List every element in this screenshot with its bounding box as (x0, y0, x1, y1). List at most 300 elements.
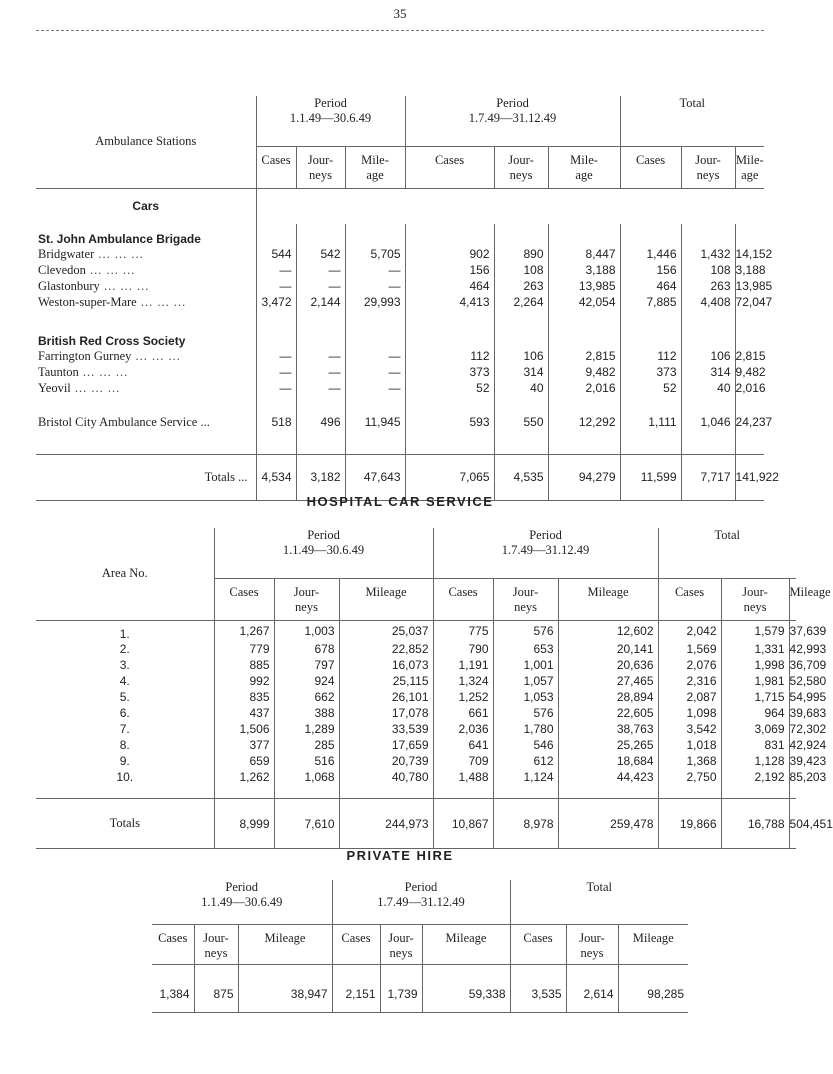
spacer-cell (214, 785, 274, 799)
priv-mileage-header (422, 924, 510, 964)
spacer-cell (345, 326, 405, 348)
hosp-value-cell: 1,981 (721, 673, 789, 689)
hosp-value-cell: 20,636 (558, 657, 658, 673)
hosp-value-cell: 52,580 (789, 673, 827, 688)
priv-period1-range: 1.1.49—30.6.49 (201, 895, 283, 909)
spacer-cell (558, 785, 658, 799)
amb-value-cell: 1,111 (620, 412, 681, 432)
hosp-value-cell: 437 (214, 705, 274, 721)
amb-value-cell: 11,945 (345, 412, 405, 432)
hosp-value-cell: 924 (274, 673, 339, 689)
priv-period2-label: Period (404, 880, 438, 894)
hospital-table (36, 528, 833, 849)
hosp-value-cell: 1,324 (433, 673, 493, 689)
hosp-value-cell: 1,331 (721, 641, 789, 657)
spacer-cell (681, 224, 735, 246)
priv-period2-header (332, 880, 510, 924)
amb-value-cell: 108 (494, 262, 548, 278)
hosp-value-cell: 42,924 (789, 737, 827, 752)
amb-value-cell: 464 (405, 278, 494, 294)
spacer-cell (681, 396, 735, 412)
amb-journeys-label-b: neys (509, 167, 533, 182)
amb-value-cell: 2,144 (296, 294, 345, 310)
priv-journeys-label-b: neys (389, 945, 413, 960)
leader-dots: ... ... ... (70, 380, 121, 395)
spacer-cell (332, 964, 380, 976)
hosp-value-cell: 678 (274, 641, 339, 657)
gap-row (36, 785, 796, 799)
hosp-value-cell: 44,423 (558, 769, 658, 785)
amb-journeys-label-b: neys (309, 167, 332, 182)
amb-journeys-header (681, 146, 735, 188)
priv-journeys-header (194, 924, 238, 964)
spacer-cell (681, 432, 735, 454)
hosp-value-cell: 25,115 (339, 673, 433, 689)
priv-period1-header (152, 880, 332, 924)
amb-value-cell: — (296, 364, 345, 380)
gap-cell (36, 432, 256, 454)
hosp-value-cell: 25,037 (339, 620, 433, 641)
amb-total-cell: 94,279 (548, 454, 620, 500)
total-label: Total (679, 96, 706, 110)
priv-mileage-header (238, 924, 332, 964)
amb-value-cell: — (296, 262, 345, 278)
group-name: British Red Cross Society (36, 326, 256, 348)
hosp-value-cell: 1,715 (721, 689, 789, 705)
priv-value-cell: 2,151 (332, 976, 380, 1012)
amb-value-cell: — (345, 380, 405, 396)
priv-cases-header: Cases (152, 924, 194, 964)
station-name: Weston-super-Mare (38, 294, 137, 309)
hosp-value-cell: 779 (214, 641, 274, 657)
hosp-value-cell: 3,542 (658, 721, 721, 737)
hosp-value-cell: 546 (493, 737, 558, 753)
leader-dots: ... ... ... (131, 348, 181, 363)
hosp-journeys-label-b: neys (743, 599, 767, 614)
amb-value-cell: — (256, 380, 296, 396)
spacer-cell (548, 396, 620, 412)
amb-value-cell: — (256, 348, 296, 364)
hosp-value-cell: 2,316 (658, 673, 721, 689)
amb-value-cell: 518 (256, 412, 296, 432)
amb-value-cell: 24,237 (735, 415, 773, 429)
priv-total-header (510, 880, 688, 924)
hosp-value-cell: 25,265 (558, 737, 658, 753)
hosp-value-cell: 20,739 (339, 753, 433, 769)
hosp-mileage-label: Mileage (587, 584, 629, 599)
hospital-title: HOSPITAL CAR SERVICE (306, 494, 494, 509)
amb-value-cell: 373 (620, 364, 681, 380)
hosp-value-cell: 37,639 (789, 623, 827, 638)
period1-header (256, 96, 405, 146)
priv-period1-label: Period (225, 880, 259, 894)
amb-value-cell: 314 (494, 364, 548, 380)
amb-total-cell: 11,599 (620, 454, 681, 500)
amb-value-cell: 40 (494, 380, 548, 396)
amb-cases-header: Cases (405, 146, 494, 188)
priv-value-cell: 38,947 (238, 976, 332, 1012)
amb-value-cell: 2,016 (735, 381, 766, 395)
spacer-cell (405, 310, 494, 326)
spacer-cell (405, 432, 494, 454)
hosp-cases-header: Cases (214, 578, 274, 620)
gap-row (36, 432, 764, 454)
total-header (620, 96, 764, 146)
hosp-value-cell: 1,506 (214, 721, 274, 737)
spacer-cell (152, 964, 194, 976)
station-name: Yeovil (38, 380, 71, 395)
spacer-cell (620, 326, 681, 348)
spacer-cell (296, 310, 345, 326)
station-name: Glastonbury (38, 278, 100, 293)
amb-mileage-header (345, 146, 405, 188)
spacer-cell (494, 432, 548, 454)
leader-dots: ... ... ... (85, 262, 136, 277)
group-gap-row (36, 310, 764, 326)
amb-mileage-label-a: Mile- (570, 152, 598, 167)
priv-journeys-label-b: neys (580, 945, 604, 960)
amb-value-cell: 464 (620, 278, 681, 294)
amb-value-cell: 40 (681, 380, 735, 396)
private-title: PRIVATE HIRE (346, 848, 454, 863)
priv-gap-row (152, 964, 688, 976)
area-label: 2. (36, 641, 214, 657)
hosp-total-cell: 16,788 (721, 799, 789, 849)
amb-mileage-header (735, 146, 764, 188)
hosp-value-cell: 1,569 (658, 641, 721, 657)
area-label: 6. (36, 705, 214, 721)
hosp-value-cell: 72,302 (789, 721, 827, 736)
hosp-value-cell: 1,128 (721, 753, 789, 769)
amb-value-cell: — (345, 278, 405, 294)
hosp-value-cell: 516 (274, 753, 339, 769)
amb-total-cell: 47,643 (345, 454, 405, 500)
amb-total-cell: 4,534 (256, 454, 296, 500)
hosp-period2-header (433, 528, 658, 578)
amb-value-cell: 9,482 (548, 364, 620, 380)
period1-range: 1.1.49—30.6.49 (289, 111, 372, 125)
amb-value-cell: 13,985 (548, 278, 620, 294)
spacer-cell (618, 964, 688, 976)
hosp-total-cell: 259,478 (558, 799, 658, 849)
group-name: St. John Ambulance Brigade (36, 224, 256, 246)
hosp-value-cell: 1,252 (433, 689, 493, 705)
amb-value-cell: — (296, 380, 345, 396)
hosp-period2-label: Period (529, 528, 562, 542)
amb-mileage-label-a: Mile- (735, 152, 764, 167)
hosp-total-cell: 8,978 (493, 799, 558, 849)
station-row (36, 278, 764, 294)
area-row (36, 769, 796, 785)
spacer-cell (681, 310, 735, 326)
leader-dots: ... ... ... (136, 294, 187, 309)
spacer-cell (548, 326, 620, 348)
priv-value-cell: 875 (194, 976, 238, 1012)
area-row (36, 721, 796, 737)
hosp-mileage-label: Mileage (365, 584, 407, 599)
area-row (36, 620, 796, 641)
hosp-total-cell: 8,999 (214, 799, 274, 849)
station-label (36, 262, 256, 278)
hosp-period1-header (214, 528, 433, 578)
area-header: Area No. (36, 528, 214, 620)
amb-journeys-header (494, 146, 548, 188)
hosp-value-cell: 1,267 (214, 620, 274, 641)
amb-value-cell: 544 (256, 246, 296, 262)
station-row (36, 380, 764, 396)
spacer-cell (620, 224, 681, 246)
hosp-value-cell: 835 (214, 689, 274, 705)
hosp-value-cell: 2,750 (658, 769, 721, 785)
priv-period2-range: 1.7.49—31.12.49 (377, 895, 465, 909)
hosp-value-cell: 27,465 (558, 673, 658, 689)
priv-value-cell: 59,338 (422, 976, 510, 1012)
page-number: 35 (393, 6, 407, 21)
amb-mileage-label-b: age (741, 167, 759, 182)
amb-value-cell: 5,705 (345, 246, 405, 262)
hosp-value-cell: 775 (433, 620, 493, 641)
spacer-cell (510, 964, 566, 976)
spacer-cell (422, 964, 510, 976)
amb-mileage-label-b: age (575, 167, 593, 182)
hosp-value-cell: 1,780 (493, 721, 558, 737)
hosp-value-cell: 12,602 (558, 620, 658, 641)
amb-value-cell: 314 (681, 364, 735, 380)
amb-journeys-label-a: Jour- (307, 152, 334, 167)
amb-journeys-label-a: Jour- (508, 152, 534, 167)
spacer-cell (194, 964, 238, 976)
amb-total-cell: 7,717 (681, 454, 735, 500)
hosp-total-cell: 19,866 (658, 799, 721, 849)
spacer-cell (345, 432, 405, 454)
amb-value-cell: 593 (405, 412, 494, 432)
period2-header (405, 96, 620, 146)
spacer-cell (548, 432, 620, 454)
area-label: 8. (36, 737, 214, 753)
priv-value-cell: 1,384 (152, 976, 194, 1012)
spacer-cell (735, 432, 764, 454)
hosp-total-cell: 10,867 (433, 799, 493, 849)
hosp-journeys-label-a: Jour- (293, 584, 320, 599)
group-header-row (36, 224, 764, 246)
hosp-value-cell: 576 (493, 705, 558, 721)
amb-total-cell: 4,535 (494, 454, 548, 500)
priv-journeys-label-b: neys (204, 945, 228, 960)
priv-cases-header: Cases (332, 924, 380, 964)
hosp-value-cell: 3,069 (721, 721, 789, 737)
priv-mileage-label: Mileage (445, 930, 487, 945)
priv-mileage-label: Mileage (632, 930, 674, 945)
amb-value-cell: — (345, 262, 405, 278)
spacer-cell (274, 785, 339, 799)
amb-value-cell: — (256, 364, 296, 380)
area-label: 7. (36, 721, 214, 737)
hosp-value-cell: 39,683 (789, 705, 827, 720)
hosp-total-label: Total (714, 528, 741, 542)
hosp-cases-header: Cases (433, 578, 493, 620)
priv-mileage-header (618, 924, 688, 964)
amb-value-cell: 52 (405, 380, 494, 396)
station-row (36, 262, 764, 278)
amb-journeys-label-b: neys (696, 167, 720, 182)
amb-value-cell: 373 (405, 364, 494, 380)
spacer-cell (658, 785, 721, 799)
hosp-value-cell: 659 (214, 753, 274, 769)
hosp-value-cell: 2,192 (721, 769, 789, 785)
hosp-value-cell: 22,605 (558, 705, 658, 721)
spacer-cell (256, 224, 296, 246)
period2-label: Period (496, 96, 529, 110)
spacer-cell (620, 396, 681, 412)
hosp-value-cell: 964 (721, 705, 789, 721)
hosp-value-cell: 1,191 (433, 657, 493, 673)
hosp-value-cell: 661 (433, 705, 493, 721)
amb-value-cell: 106 (494, 348, 548, 364)
station-label (36, 380, 256, 396)
hosp-value-cell: 1,057 (493, 673, 558, 689)
leader-dots: ... ... ... (94, 246, 144, 261)
spacer-cell (681, 326, 735, 348)
spacer-cell (548, 224, 620, 246)
spacer-cell (238, 964, 332, 976)
hosp-value-cell: 16,073 (339, 657, 433, 673)
hosp-totals-row (36, 799, 796, 849)
top-rule (36, 30, 764, 31)
hosp-value-cell: 790 (433, 641, 493, 657)
spacer-cell (345, 396, 405, 412)
spacer-cell (494, 396, 548, 412)
amb-value-cell: — (345, 348, 405, 364)
hosp-value-cell: 388 (274, 705, 339, 721)
station-label: Bristol City Ambulance Service ... (36, 412, 256, 432)
station-row (36, 294, 764, 310)
spacer-cell (620, 432, 681, 454)
amb-value-cell: — (296, 348, 345, 364)
hosp-mileage-header (558, 578, 658, 620)
hosp-value-cell: 1,001 (493, 657, 558, 673)
hosp-value-cell: 1,262 (214, 769, 274, 785)
cars-spacer (256, 188, 764, 224)
hosp-value-cell: 2,042 (658, 620, 721, 641)
hosp-value-cell: 662 (274, 689, 339, 705)
priv-value-cell: 3,535 (510, 976, 566, 1012)
cars-label: Cars (36, 188, 256, 224)
spacer-cell (405, 396, 494, 412)
amb-value-cell: 263 (494, 278, 548, 294)
hosp-value-cell: 17,078 (339, 705, 433, 721)
hosp-value-cell: 1,368 (658, 753, 721, 769)
hosp-value-cell: 2,076 (658, 657, 721, 673)
hosp-value-cell: 85,203 (789, 769, 827, 784)
gap-cell (36, 396, 256, 412)
spacer-cell (345, 310, 405, 326)
spacer-cell (735, 310, 764, 326)
leader-dots: ... ... ... (99, 278, 150, 293)
amb-value-cell: 542 (296, 246, 345, 262)
hosp-value-cell: 1,068 (274, 769, 339, 785)
amb-value-cell: 550 (494, 412, 548, 432)
hosp-value-cell: 709 (433, 753, 493, 769)
spacer-cell (735, 224, 764, 246)
hosp-value-cell: 1,003 (274, 620, 339, 641)
area-row (36, 753, 796, 769)
spacer-cell (789, 785, 796, 799)
amb-value-cell: 108 (681, 262, 735, 278)
gap-cell (36, 785, 214, 799)
amb-value-cell: 156 (405, 262, 494, 278)
hosp-value-cell: 26,101 (339, 689, 433, 705)
priv-value-cell: 98,285 (618, 976, 688, 1012)
hosp-value-cell: 1,098 (658, 705, 721, 721)
amb-value-cell: 42,054 (548, 294, 620, 310)
station-row (36, 364, 764, 380)
spacer-cell (494, 326, 548, 348)
amb-value-cell: 72,047 (735, 295, 773, 309)
hosp-journeys-label-a: Jour- (512, 584, 539, 599)
amb-total-cell: 141,922 (735, 454, 764, 500)
priv-subheader-row (152, 924, 688, 964)
amb-value-cell: 14,152 (735, 247, 773, 261)
hosp-value-cell: 1,124 (493, 769, 558, 785)
hosp-value-cell: 992 (214, 673, 274, 689)
amb-value-cell: 12,292 (548, 412, 620, 432)
amb-value-cell: 2,016 (548, 380, 620, 396)
amb-value-cell: 2,264 (494, 294, 548, 310)
amb-value-cell: 902 (405, 246, 494, 262)
hosp-value-cell: 831 (721, 737, 789, 753)
amb-mileage-header (548, 146, 620, 188)
group-header-row (36, 326, 764, 348)
priv-journeys-label-a: Jour- (579, 930, 605, 945)
spacer-cell (296, 326, 345, 348)
hosp-mileage-label: Mileage (789, 584, 831, 599)
amb-mileage-label-a: Mile- (361, 152, 389, 167)
amb-journeys-label-a: Jour- (695, 152, 721, 167)
amb-value-cell: 3,188 (548, 262, 620, 278)
amb-value-cell: 4,408 (681, 294, 735, 310)
priv-journeys-header (380, 924, 422, 964)
hosp-value-cell: 1,018 (658, 737, 721, 753)
hosp-value-cell: 17,659 (339, 737, 433, 753)
spacer-cell (620, 310, 681, 326)
hosp-journeys-label-b: neys (295, 599, 318, 614)
hosp-period1-range: 1.1.49—30.6.49 (282, 543, 365, 557)
spacer-cell (256, 432, 296, 454)
amb-value-cell: 29,993 (345, 294, 405, 310)
priv-cases-header: Cases (510, 924, 566, 964)
hosp-value-cell: 36,709 (789, 657, 827, 672)
priv-value-cell: 1,739 (380, 976, 422, 1012)
station-label (36, 294, 256, 310)
hosp-value-cell: 33,539 (339, 721, 433, 737)
hosp-journeys-header (493, 578, 558, 620)
priv-value-cell: 2,614 (566, 976, 618, 1012)
area-row (36, 737, 796, 753)
amb-cases-header: Cases (256, 146, 296, 188)
hosp-value-cell: 38,763 (558, 721, 658, 737)
priv-total-label: Total (586, 880, 612, 894)
hosp-total-cell: 504,451 (789, 799, 796, 849)
hosp-cases-header: Cases (658, 578, 721, 620)
amb-value-cell: 263 (681, 278, 735, 294)
area-label: 3. (36, 657, 214, 673)
area-row (36, 641, 796, 657)
hosp-value-cell: 1,998 (721, 657, 789, 673)
area-label: 5. (36, 689, 214, 705)
hosp-value-cell: 576 (493, 620, 558, 641)
amb-value-cell: — (296, 278, 345, 294)
priv-journeys-header (566, 924, 618, 964)
